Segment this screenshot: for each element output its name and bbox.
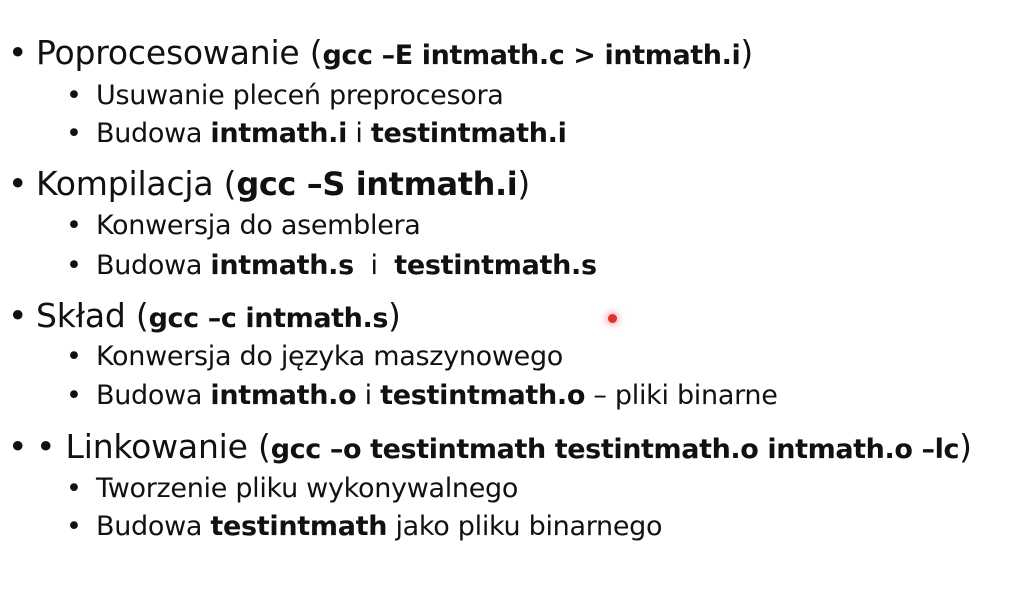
item-suffix: – pliki binarne — [585, 380, 778, 411]
section-title: Kompilacja ( — [36, 164, 237, 203]
bullet-icon: • — [66, 380, 82, 411]
item-bold-1: intmath.i — [210, 118, 348, 149]
list-item — [66, 249, 597, 283]
bullet-icon: • — [8, 164, 28, 203]
item-bold-1: testintmath — [210, 511, 388, 542]
section-title: Skład ( — [36, 296, 149, 335]
list-item — [66, 379, 778, 413]
bullet-icon: • — [66, 473, 82, 504]
list-item — [66, 340, 563, 374]
laser-pointer-icon — [608, 314, 617, 323]
section-assembly — [8, 296, 401, 339]
item-text: Konwersja do języka maszynowego — [96, 341, 564, 372]
command-text: gcc –o testintmath testintmath.o intmath.o –lc — [270, 434, 960, 465]
section-close: ) — [740, 33, 753, 72]
item-mid: i — [356, 380, 381, 411]
section-compilation — [8, 164, 530, 204]
item-text: Usuwanie pleceń preprocesora — [96, 80, 504, 111]
item-bold-2: testintmath.o — [380, 380, 586, 411]
item-mid: i — [353, 250, 395, 281]
bullet-icon: • — [66, 250, 82, 281]
command-text: gcc –S intmath.i — [236, 165, 518, 203]
command-text: gcc –E intmath.c > intmath.i — [322, 40, 741, 71]
item-prefix: Budowa — [96, 511, 211, 542]
section-title: • Linkowanie ( — [36, 427, 271, 466]
section-close: ) — [959, 427, 972, 466]
item-prefix: Budowa — [96, 118, 211, 149]
item-bold-2: testintmath.s — [394, 250, 597, 281]
list-item — [66, 472, 518, 506]
item-bold-2: testintmath.i — [370, 118, 567, 149]
list-item — [66, 209, 421, 243]
bullet-icon: • — [8, 296, 28, 335]
item-bold-1: intmath.o — [210, 380, 357, 411]
list-item — [66, 117, 567, 151]
bullet-icon: • — [66, 210, 82, 241]
list-item — [66, 79, 504, 113]
command-text: gcc –c intmath.s — [148, 303, 389, 334]
section-preprocessing — [8, 33, 753, 76]
item-prefix: Budowa — [96, 250, 211, 281]
bullet-icon: • — [66, 341, 82, 372]
list-item — [66, 510, 662, 544]
bullet-icon: • — [8, 33, 28, 72]
bullet-icon: • — [66, 118, 82, 149]
item-bold-1: intmath.s — [210, 250, 354, 281]
item-text: Tworzenie pliku wykonywalnego — [96, 473, 519, 504]
item-prefix: Budowa — [96, 380, 211, 411]
section-close: ) — [388, 296, 401, 335]
bullet-icon: • — [66, 511, 82, 542]
bullet-icon: • — [66, 80, 82, 111]
bullet-icon: • — [8, 427, 28, 466]
item-mid: i — [347, 118, 371, 149]
item-suffix: jako pliku binarnego — [387, 511, 663, 542]
section-close: ) — [517, 164, 530, 203]
section-linking — [8, 427, 972, 470]
item-text: Konwersja do asemblera — [96, 210, 421, 241]
section-title: Poprocesowanie ( — [36, 33, 323, 72]
